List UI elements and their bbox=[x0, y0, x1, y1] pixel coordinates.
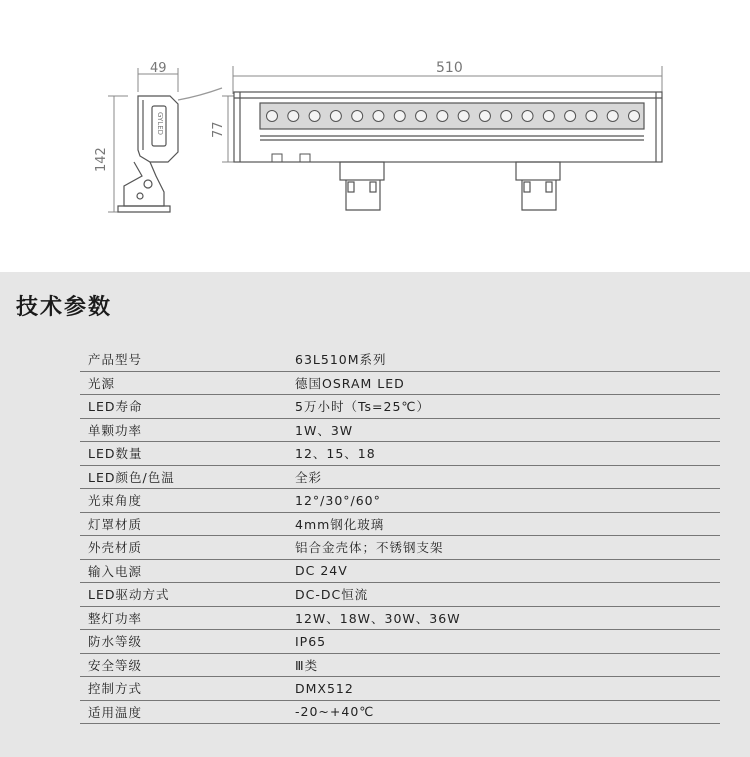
spec-value: 4mm钢化玻璃 bbox=[295, 516, 385, 532]
led-circle bbox=[586, 111, 597, 122]
spec-value: 铝合金壳体；不锈钢支架 bbox=[295, 540, 444, 556]
cable-glands bbox=[272, 154, 310, 162]
spec-row bbox=[80, 607, 720, 631]
led-circle bbox=[330, 111, 341, 122]
spec-value: 德国OSRAM LED bbox=[295, 375, 405, 391]
side-logo-mark: GYLED bbox=[156, 112, 164, 136]
spec-value: DC-DC恒流 bbox=[295, 587, 369, 603]
spec-label: LED颜色/色温 bbox=[88, 469, 175, 485]
led-circle bbox=[458, 111, 469, 122]
spec-value: IP65 bbox=[295, 633, 327, 649]
spec-value: -20~+40℃ bbox=[295, 704, 375, 720]
spec-row bbox=[80, 630, 720, 654]
spec-label: LED寿命 bbox=[88, 399, 143, 415]
led-circle bbox=[501, 111, 512, 122]
dim-length: 510 bbox=[436, 60, 463, 76]
spec-label: 产品型号 bbox=[88, 352, 143, 368]
spec-value: 63L510M系列 bbox=[295, 352, 387, 368]
spec-value: 1W、3W bbox=[295, 422, 354, 438]
spec-label: 输入电源 bbox=[88, 563, 143, 579]
spec-value: DMX512 bbox=[295, 680, 354, 696]
dim-height: 142 bbox=[94, 147, 109, 172]
spec-label: 外壳材质 bbox=[88, 540, 143, 556]
spec-row bbox=[80, 513, 720, 537]
led-circle bbox=[522, 111, 533, 122]
led-circle bbox=[309, 111, 320, 122]
spec-label: 适用温度 bbox=[88, 704, 143, 720]
technical-drawing bbox=[0, 0, 750, 272]
spec-label: 安全等级 bbox=[88, 657, 143, 673]
spec-value: Ⅲ类 bbox=[295, 657, 319, 673]
spec-value: 全彩 bbox=[295, 469, 323, 485]
led-circle bbox=[565, 111, 576, 122]
spec-row bbox=[80, 442, 720, 466]
spec-row bbox=[80, 560, 720, 584]
spec-value: 12°/30°/60° bbox=[295, 492, 381, 508]
spec-row bbox=[80, 654, 720, 678]
drawing-svg bbox=[0, 0, 750, 272]
led-circle bbox=[394, 111, 405, 122]
spec-value: 5万小时（Ts=25℃） bbox=[295, 399, 430, 415]
spec-label: LED数量 bbox=[88, 446, 143, 462]
led-circle bbox=[373, 111, 384, 122]
spec-row bbox=[80, 395, 720, 419]
spec-title: 技术参数 bbox=[16, 294, 113, 320]
spec-row bbox=[80, 372, 720, 396]
spec-row bbox=[80, 419, 720, 443]
bracket-right bbox=[516, 162, 560, 210]
led-circle bbox=[607, 111, 618, 122]
side-profile bbox=[118, 88, 222, 212]
dim-body-height: 77 bbox=[211, 121, 226, 138]
spec-value: 12、15、18 bbox=[295, 446, 376, 462]
led-circle bbox=[543, 111, 554, 122]
spec-row bbox=[80, 536, 720, 560]
bracket-left bbox=[340, 162, 384, 210]
led-circle bbox=[352, 111, 363, 122]
dim-side-width: 49 bbox=[150, 61, 167, 76]
spec-row bbox=[80, 489, 720, 513]
led-circle bbox=[288, 111, 299, 122]
spec-label: 光源 bbox=[88, 375, 116, 391]
height-dimension bbox=[108, 96, 128, 212]
spec-value: DC 24V bbox=[295, 563, 348, 579]
led-circle bbox=[479, 111, 490, 122]
front-body bbox=[234, 92, 662, 162]
spec-label: 防水等级 bbox=[88, 634, 143, 650]
spec-label: LED驱动方式 bbox=[88, 587, 170, 603]
spec-label: 光束角度 bbox=[88, 493, 143, 509]
spec-row bbox=[80, 466, 720, 490]
spec-row bbox=[80, 677, 720, 701]
spec-row bbox=[80, 348, 720, 372]
spec-row bbox=[80, 701, 720, 725]
spec-value: 12W、18W、30W、36W bbox=[295, 610, 461, 626]
spec-label: 灯罩材质 bbox=[88, 516, 143, 532]
led-circle bbox=[416, 111, 427, 122]
led-circle bbox=[437, 111, 448, 122]
led-circle bbox=[267, 111, 278, 122]
spec-section bbox=[0, 272, 750, 757]
spec-table bbox=[80, 348, 720, 724]
spec-label: 控制方式 bbox=[88, 681, 143, 697]
spec-row bbox=[80, 583, 720, 607]
spec-label: 单颗功率 bbox=[88, 422, 143, 438]
spec-label: 整灯功率 bbox=[88, 610, 143, 626]
led-circle bbox=[629, 111, 640, 122]
